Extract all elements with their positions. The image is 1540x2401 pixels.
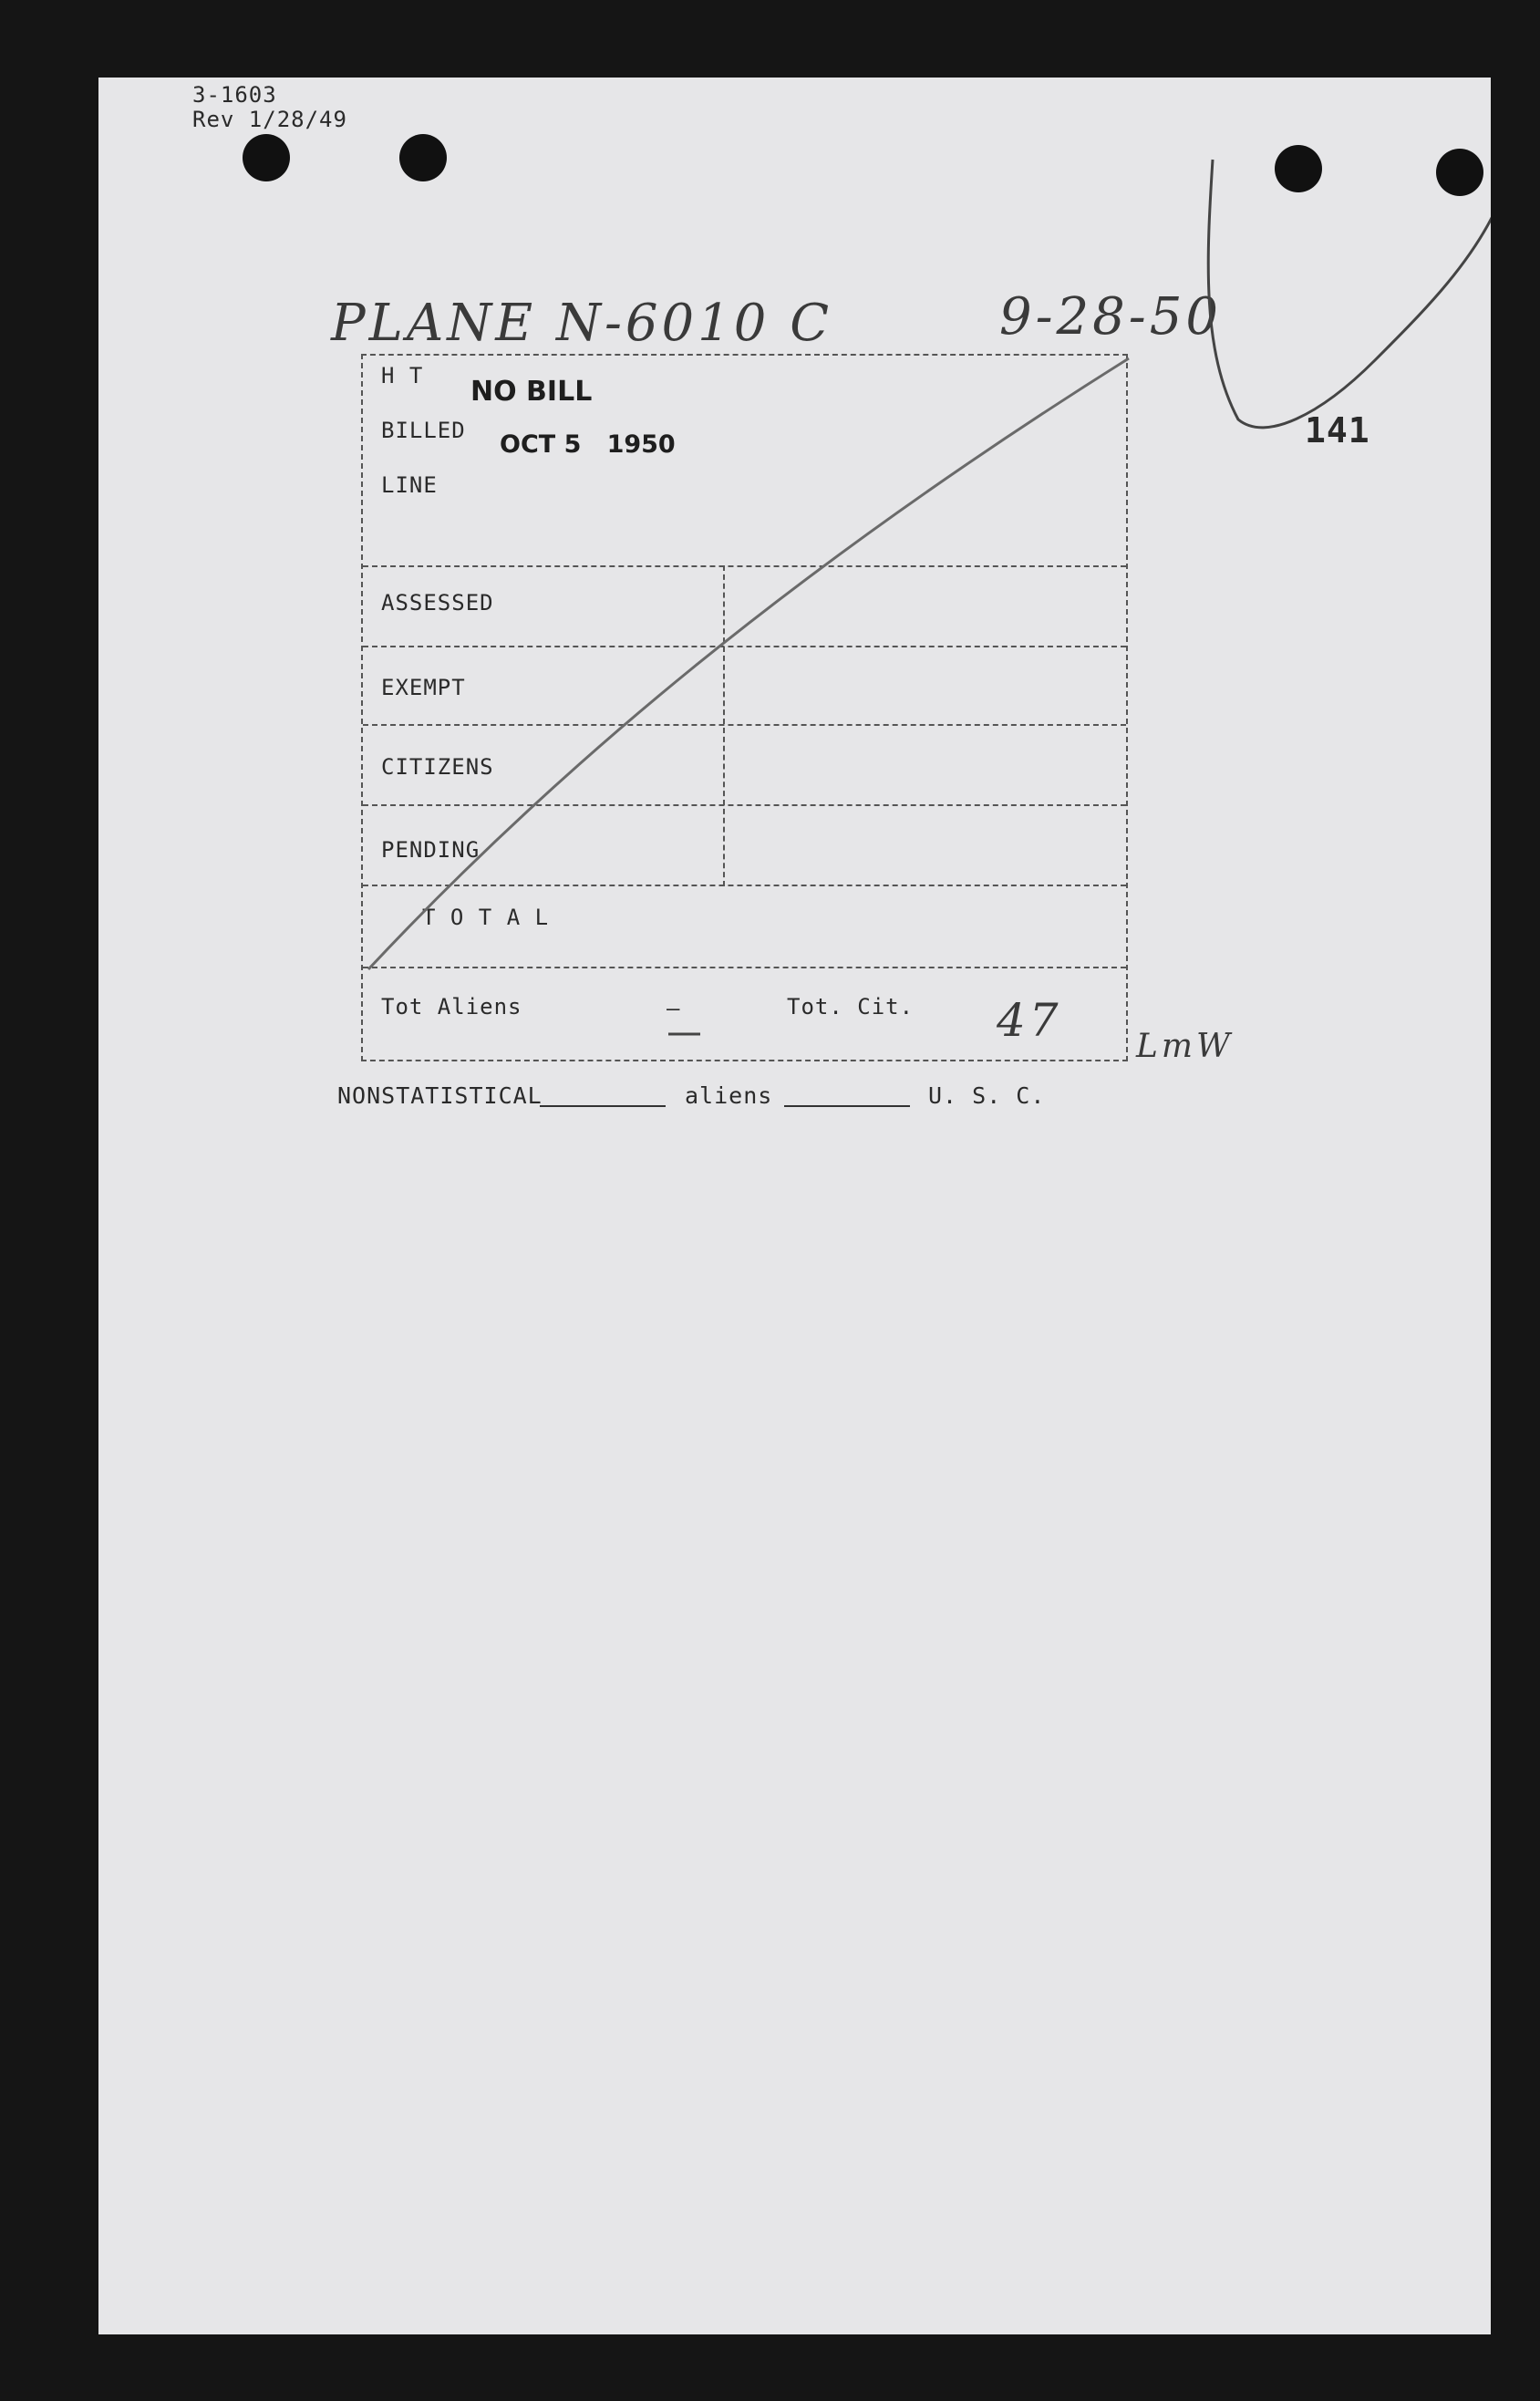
form-revision: Rev 1/28/49 xyxy=(192,107,347,132)
citizens-label: CITIZENS xyxy=(381,754,494,780)
pencil-strokes xyxy=(98,78,1491,2334)
tot-aliens-value: — xyxy=(667,996,681,1021)
check-mark xyxy=(1208,160,1491,428)
tot-cit-value: 47 xyxy=(997,994,1062,1047)
handwritten-plane-id: PLANE N-6010 C xyxy=(331,294,833,353)
tot-cit-label: Tot. Cit. xyxy=(787,994,915,1019)
assessed-label: ASSESSED xyxy=(381,590,494,616)
line-label: LINE xyxy=(381,472,438,498)
total-label: T O T A L xyxy=(422,905,550,930)
exempt-label: EXEMPT xyxy=(381,675,466,700)
usc-label: U. S. C. xyxy=(928,1082,1046,1109)
form-number: 3-1603 xyxy=(192,82,277,108)
page-number: 141 xyxy=(1305,410,1370,450)
nonstatistical-label: NONSTATISTICAL xyxy=(337,1082,543,1109)
document-page xyxy=(98,78,1491,2334)
diagonal-strike-line xyxy=(368,358,1129,969)
aliens-label: aliens xyxy=(685,1082,773,1109)
ht-label: H T xyxy=(381,363,424,388)
tot-aliens-label: Tot Aliens xyxy=(381,994,522,1019)
handwritten-date: 9-28-50 xyxy=(999,287,1222,347)
date-stamp: OCT 5 1950 xyxy=(500,430,676,459)
handwritten-initials: LmW xyxy=(1136,1028,1235,1065)
no-bill-stamp: NO BILL xyxy=(470,376,593,408)
billed-label: BILLED xyxy=(381,418,466,443)
pending-label: PENDING xyxy=(381,837,481,863)
